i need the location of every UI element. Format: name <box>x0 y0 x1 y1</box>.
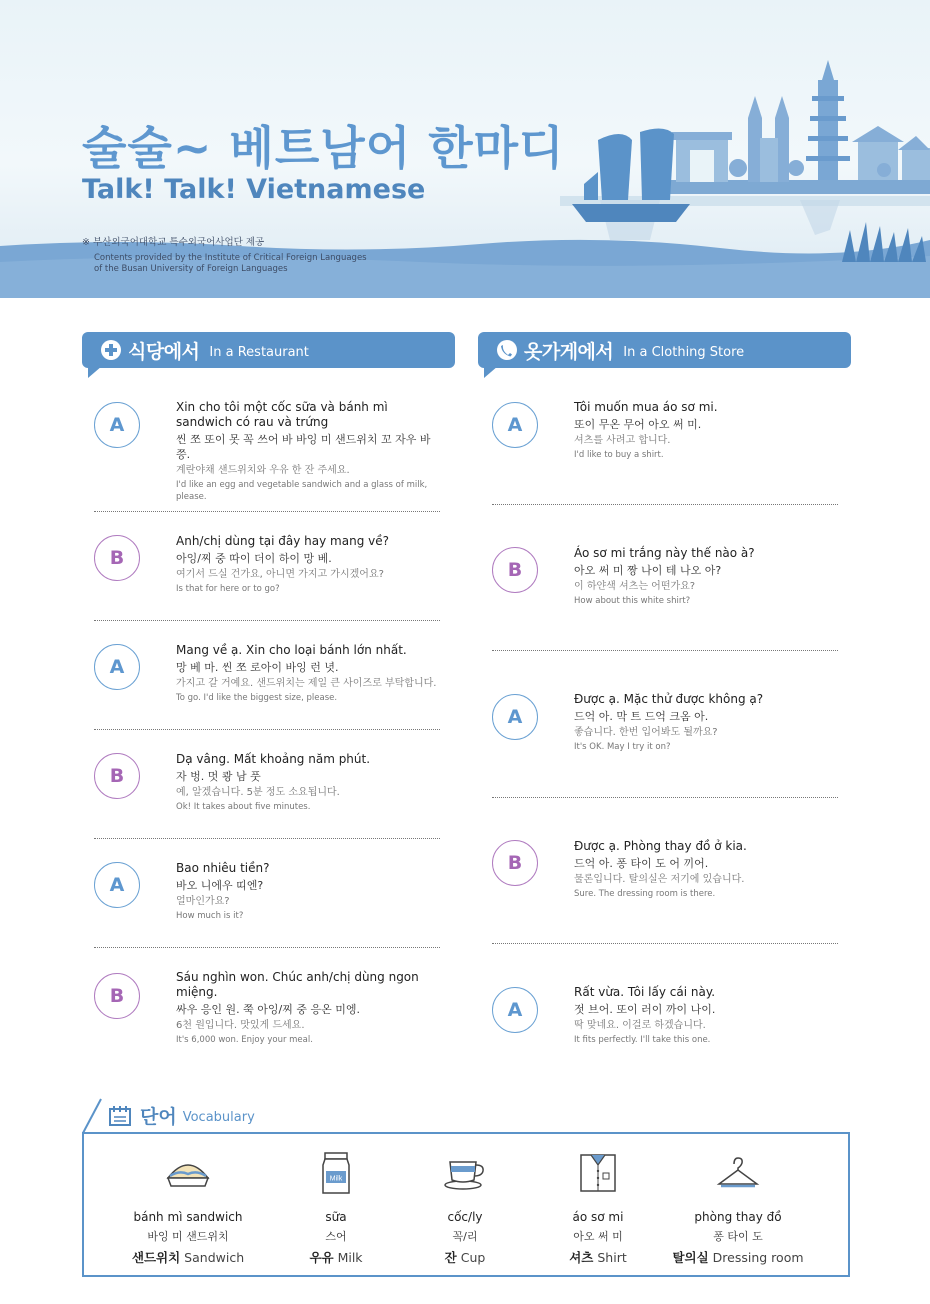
vietnamese-text: Rất vừa. Tôi lấy cái này. <box>574 985 716 999</box>
vocab-korean: 탈의실 <box>672 1250 709 1265</box>
vocab-english: Shirt <box>597 1250 627 1265</box>
sandwich-icon <box>165 1156 211 1190</box>
speaker-badge: A <box>94 402 140 448</box>
vietnamese-text: Tôi muốn mua áo sơ mi. <box>574 400 718 414</box>
korean-translation: 물론입니다. 탈의실은 저기에 있습니다. <box>574 874 745 885</box>
speaker-badge: B <box>492 547 538 593</box>
credit-korean: ※ 부산외국어대학교 특수외국어사업단 제공 <box>82 237 265 248</box>
vocab-english: Dressing room <box>712 1250 804 1265</box>
vietnamese-text: Dạ vâng. Mất khoảng năm phút. <box>176 752 371 766</box>
korean-translation: 예, 알겠습니다. 5분 정도 소요됩니다. <box>176 787 340 798</box>
korean-translation: 얼마인가요? <box>176 896 230 907</box>
pronunciation-text: 젓 브어. 또이 러이 까이 나이. <box>574 1003 716 1016</box>
vocab-vietnamese: áo sơ mi <box>572 1210 624 1224</box>
restaurant-section-header <box>82 332 455 368</box>
korean-translation: 가지고 갈 거예요. 샌드위치는 제일 큰 사이즈로 부탁합니다. <box>176 678 437 689</box>
korean-translation: 계란야채 샌드위치와 우유 한 잔 주세요. <box>176 465 350 476</box>
hanger-icon <box>715 1156 761 1190</box>
vocab-vietnamese: bánh mì sandwich <box>133 1210 243 1224</box>
vocab-korean: 우유 <box>309 1250 334 1265</box>
credit-english <box>94 253 394 275</box>
milk-label: Milk <box>329 1175 343 1183</box>
notebook-icon <box>108 1105 132 1127</box>
pronunciation-text: 드억 아. 퐁 타이 도 어 끼어. <box>574 857 709 870</box>
phone-circle-icon <box>496 339 518 361</box>
vocab-vietnamese: phòng thay đồ <box>694 1210 782 1224</box>
vocab-pronunciation: 꼭/리 <box>452 1230 478 1243</box>
vietnamese-text: Bao nhiêu tiền? <box>176 861 270 875</box>
vietnamese-text: Được ạ. Mặc thử được không ạ? <box>574 692 764 706</box>
shirt-icon <box>579 1153 617 1193</box>
pronunciation-text: 아잉/찌 중 따이 더이 하이 망 베. <box>176 552 332 565</box>
divider <box>94 511 440 512</box>
credit-english-line-2: of the Busan University of Foreign Languages <box>94 264 288 274</box>
pronunciation-text: 바오 니에우 띠엔? <box>176 879 264 892</box>
korean-translation: 이 하얀색 셔츠는 어떤가요? <box>574 581 696 592</box>
korean-translation: 6천 원입니다. 맛있게 드세요. <box>176 1020 305 1031</box>
restaurant-title-korean: 식당에서 <box>128 340 200 363</box>
vocab-item <box>390 1150 540 1266</box>
english-translation: It's 6,000 won. Enjoy your meal. <box>176 1035 313 1045</box>
english-translation: I'd like an egg and vegetable sandwich and a glass of milk, please. <box>176 480 428 502</box>
speaker-badge: A <box>94 862 140 908</box>
english-translation: To go. I'd like the biggest size, please. <box>176 693 338 703</box>
speaker-badge: A <box>492 987 538 1033</box>
vietnamese-text: Anh/chị dùng tại đây hay mang về? <box>176 534 389 548</box>
speaker-badge: B <box>94 535 140 581</box>
vietnamese-text: Được ạ. Phòng thay đồ ở kia. <box>574 839 747 853</box>
english-translation: It fits perfectly. I'll take this one. <box>574 1035 711 1045</box>
vocab-item <box>523 1150 673 1266</box>
divider <box>492 504 838 505</box>
pronunciation-text: 망 베 마. 씬 쪼 로아이 바잉 런 녓. <box>176 661 339 674</box>
vocabulary-title-english: Vocabulary <box>182 1110 255 1125</box>
vocabulary-title-korean: 단어 <box>140 1106 177 1128</box>
page-title-korean: 술술~ 베트남어 한마디 <box>82 121 565 175</box>
korean-translation: 셔츠를 사려고 합니다. <box>574 435 671 446</box>
pronunciation-text: 자 벙. 멋 쾅 남 풋 <box>176 770 261 783</box>
vocab-english: Cup <box>460 1250 486 1265</box>
vocab-pronunciation: 퐁 타이 도 <box>713 1230 763 1243</box>
speaker-badge: A <box>94 644 140 690</box>
korean-translation: 여기서 드실 건가요, 아니면 가지고 가시겠어요? <box>176 569 384 580</box>
restaurant-title-english: In a Restaurant <box>209 344 309 360</box>
page-title-english: Talk! Talk! Vietnamese <box>82 174 426 205</box>
vietnamese-text: Xin cho tôi một cốc sữa và bánh mì sandwich có rau và trứng <box>176 400 388 429</box>
speaker-badge: A <box>492 694 538 740</box>
speaker-badge: B <box>492 840 538 886</box>
speaker-badge: B <box>94 973 140 1019</box>
vocab-item <box>261 1150 411 1266</box>
clothing-title-english: In a Clothing Store <box>623 344 745 360</box>
pronunciation-text: 드억 아. 막 트 드억 크옴 아. <box>574 710 709 723</box>
vietnamese-text: Mang về ạ. Xin cho loại bánh lớn nhất. <box>176 643 407 657</box>
vocab-item <box>113 1150 263 1266</box>
credit-english-line-1: Contents provided by the Institute of Critical Foreign Languages <box>94 253 367 263</box>
pronunciation-text: 싸우 응인 원. 쭉 아잉/찌 중 응온 미엥. <box>176 1003 360 1016</box>
divider <box>94 947 440 948</box>
speaker-badge: B <box>94 753 140 799</box>
divider <box>94 838 440 839</box>
vietnamese-text: Áo sơ mi trắng này thế nào à? <box>574 546 755 560</box>
vocab-korean: 셔츠 <box>569 1250 594 1265</box>
vocab-korean: 잔 <box>444 1250 457 1265</box>
clothing-section-header <box>478 332 851 368</box>
vocab-pronunciation: 스어 <box>325 1230 347 1243</box>
vocab-item <box>663 1150 813 1266</box>
korean-translation: 딱 맞네요. 이걸로 하겠습니다. <box>574 1020 706 1031</box>
vocabulary-header <box>108 1102 255 1129</box>
vocab-english: Milk <box>337 1250 363 1265</box>
english-translation: How about this white shirt? <box>574 596 691 606</box>
pronunciation-text: 또이 무온 무어 아오 써 미. <box>574 418 702 431</box>
speaker-badge: A <box>492 402 538 448</box>
clothing-title-korean: 옷가게에서 <box>524 340 614 363</box>
vocab-pronunciation: 아오 써 미 <box>573 1230 623 1243</box>
plus-circle-icon <box>100 339 122 361</box>
header-banner <box>0 0 930 298</box>
english-translation: Sure. The dressing room is there. <box>574 889 716 899</box>
vocab-vietnamese: cốc/ly <box>447 1210 483 1224</box>
vocab-korean: 샌드위치 <box>131 1250 181 1265</box>
vocab-english: Sandwich <box>184 1250 245 1265</box>
divider <box>94 729 440 730</box>
vietnamese-text: Sáu nghìn won. Chúc anh/chị dùng ngon miệng. <box>176 970 419 999</box>
vocab-vietnamese: sữa <box>325 1210 347 1224</box>
english-translation: How much is it? <box>176 911 244 921</box>
english-translation: I'd like to buy a shirt. <box>574 450 664 460</box>
english-translation: Is that for here or to go? <box>176 584 280 594</box>
pronunciation-text: 씬 쪼 또이 못 꼭 쓰어 바 바잉 미 샌드위치 꼬 자우 바 쯩. <box>176 433 431 461</box>
korean-translation: 좋습니다. 한번 입어봐도 될까요? <box>574 727 718 738</box>
divider <box>492 943 838 944</box>
divider <box>492 650 838 651</box>
divider <box>492 797 838 798</box>
cup-icon <box>443 1156 487 1190</box>
pronunciation-text: 아오 써 미 짱 나이 테 나오 아? <box>574 564 722 577</box>
english-translation: It's OK. May I try it on? <box>574 742 671 752</box>
milk-icon <box>321 1151 351 1195</box>
divider <box>94 620 440 621</box>
english-translation: Ok! It takes about five minutes. <box>176 802 311 812</box>
vocab-pronunciation: 바잉 미 샌드위치 <box>147 1230 229 1243</box>
